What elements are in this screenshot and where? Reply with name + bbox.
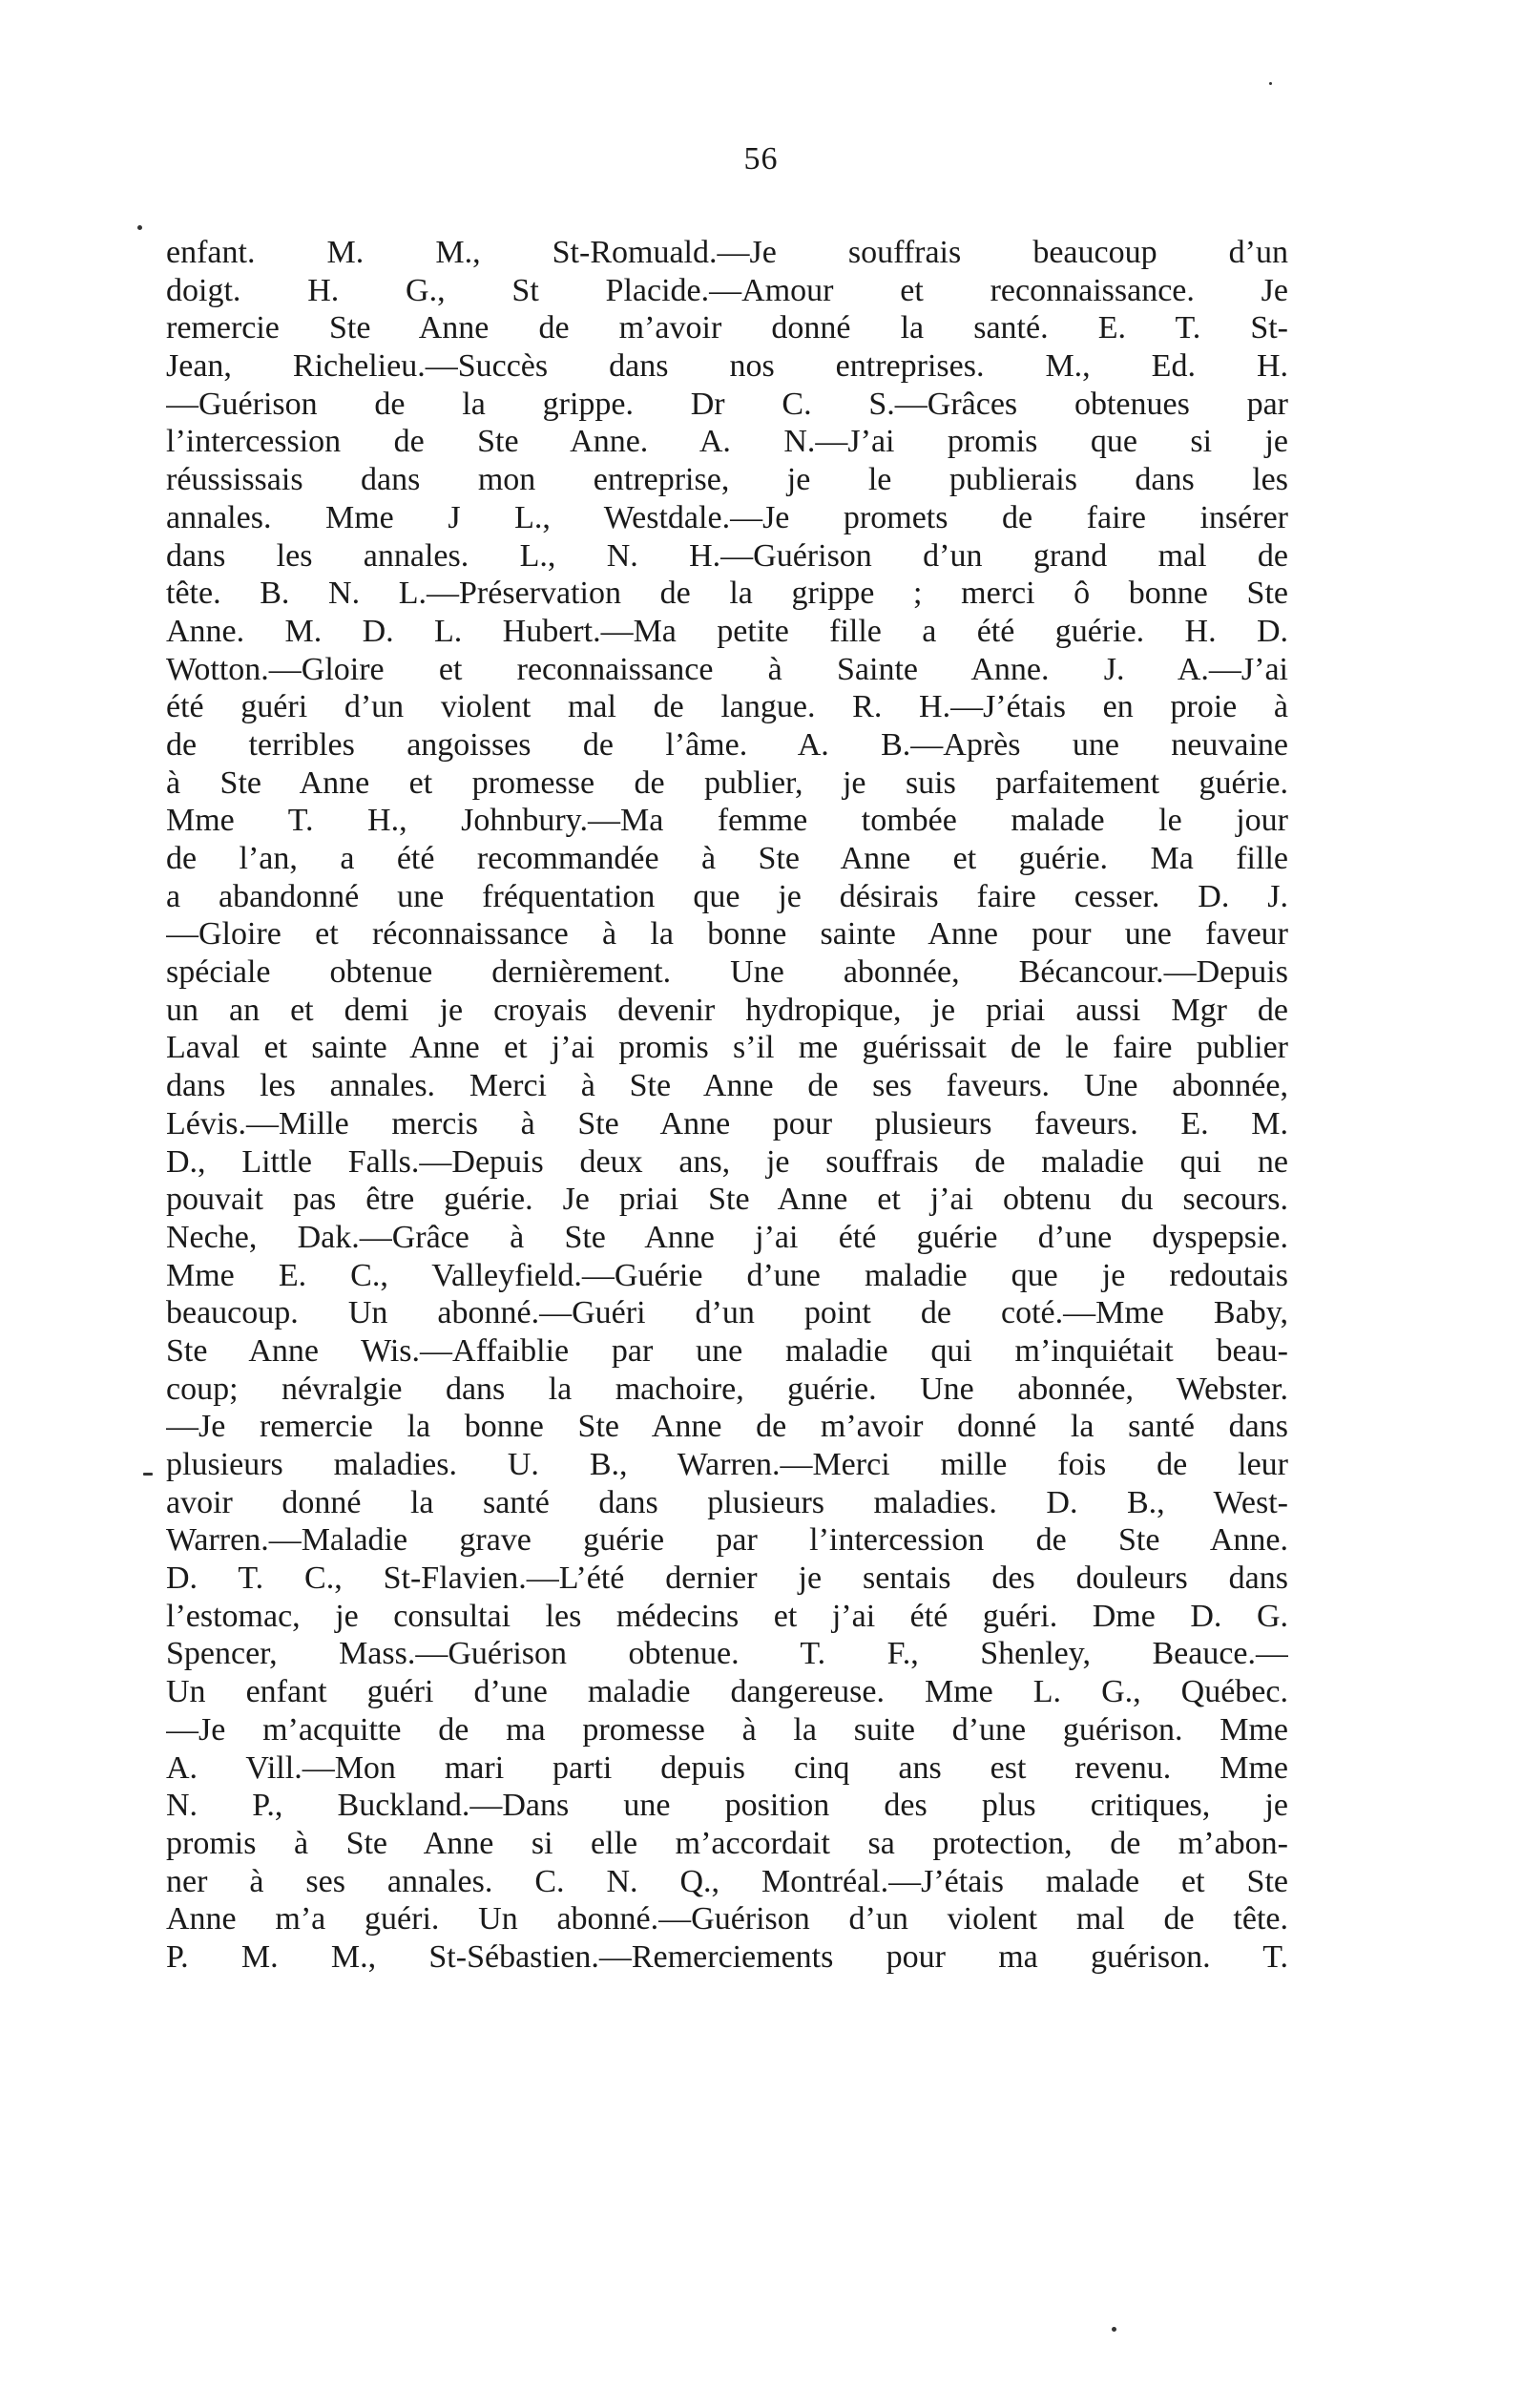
text-line: annales. Mme J L., Westdale.—Je promets de faire insérer: [166, 499, 1288, 535]
print-speck: [1112, 2327, 1116, 2332]
text-line: D. T. C., St-Flavien.—L’été dernier je sentais des douleurs dans: [166, 1560, 1288, 1597]
text-line: P. M. M., St-Sébastien.—Remerciements pour ma guérison. T.: [166, 1938, 1288, 1975]
text-line: l’intercession de Ste Anne. A. N.—J’ai promis que si je: [166, 424, 1288, 460]
text-line: Ste Anne Wis.—Affaiblie par une maladie qui m’inquiétait beau-: [166, 1332, 1288, 1369]
text-line: ner à ses annales. C. N. Q., Montréal.—J’étais malade et Ste: [166, 1863, 1288, 1899]
print-speck: [143, 1473, 153, 1476]
text-line: réussissais dans mon entreprise, je le publierais dans les: [166, 462, 1288, 498]
text-line: promis à Ste Anne si elle m’accordait sa protection, de m’abon-: [166, 1825, 1288, 1861]
text-line: tête. B. N. L.—Préservation de la grippe ; merci ô bonne Ste: [166, 576, 1288, 612]
text-line: spéciale obtenue dernièrement. Une abonnée, Bécancour.—Depuis: [166, 954, 1288, 991]
text-line: de l’an, a été recommandée à Ste Anne et guérie. Ma fille: [166, 841, 1288, 876]
text-line: été guéri d’un violent mal de langue. R. H.—J’étais en proie à: [166, 689, 1288, 725]
text-line: Warren.—Maladie grave guérie par l’intercession de Ste Anne.: [166, 1522, 1288, 1559]
text-line: A. Vill.—Mon mari parti depuis cinq ans est revenu. Mme: [166, 1749, 1288, 1786]
text-line: dans les annales. L., N. H.—Guérison d’un grand mal de: [166, 537, 1288, 574]
text-line: Un enfant guéri d’une maladie dangereuse. Mme L. G., Québec.: [166, 1674, 1288, 1710]
text-line: —Je m’acquitte de ma promesse à la suite d’une guérison. Mme: [166, 1711, 1288, 1748]
text-line: avoir donné la santé dans plusieurs maladies. D. B., West-: [166, 1484, 1288, 1520]
page-body-text: [166, 234, 1288, 1977]
text-line: un an et demi je croyais devenir hydropique, je priai aussi Mgr de: [166, 992, 1288, 1028]
text-line: —Je remercie la bonne Ste Anne de m’avoir donné la santé dans: [166, 1409, 1288, 1445]
text-line: pouvait pas être guérie. Je priai Ste Anne et j’ai obtenu du secours.: [166, 1182, 1288, 1218]
text-line: doigt. H. G., St Placide.—Amour et reconnaissance. Je: [166, 272, 1288, 308]
print-speck: [1269, 82, 1272, 85]
text-line: N. P., Buckland.—Dans une position des plus critiques, je: [166, 1788, 1288, 1824]
text-line: a abandonné une fréquentation que je désirais faire cesser. D. J.: [166, 878, 1288, 914]
text-line: remercie Ste Anne de m’avoir donné la santé. E. T. St-: [166, 310, 1288, 346]
text-line: dans les annales. Merci à Ste Anne de ses faveurs. Une abonnée,: [166, 1068, 1288, 1104]
text-line: Lévis.—Mille mercis à Ste Anne pour plusieurs faveurs. E. M.: [166, 1105, 1288, 1141]
text-line: l’estomac, je consultai les médecins et j’ai été guéri. Dme D. G.: [166, 1598, 1288, 1634]
text-line: enfant. M. M., St-Romuald.—Je souffrais beaucoup d’un: [166, 235, 1288, 270]
text-line: à Ste Anne et promesse de publier, je suis parfaitement guérie.: [166, 764, 1288, 801]
text-line: Neche, Dak.—Grâce à Ste Anne j’ai été guérie d’une dyspepsie.: [166, 1219, 1288, 1255]
text-line: —Guérison de la grippe. Dr C. S.—Grâces obtenues par: [166, 386, 1288, 422]
text-line: Jean, Richelieu.—Succès dans nos entreprises. M., Ed. H.: [166, 348, 1288, 385]
text-line: plusieurs maladies. U. B., Warren.—Merci mille fois de leur: [166, 1447, 1288, 1482]
page-number: 56: [743, 141, 779, 177]
text-line: —Gloire et réconnaissance à la bonne sainte Anne pour une faveur: [166, 916, 1288, 953]
text-line: D., Little Falls.—Depuis deux ans, je souffrais de maladie qui ne: [166, 1143, 1288, 1180]
print-speck: [137, 225, 142, 230]
text-line: beaucoup. Un abonné.—Guéri d’un point de coté.—Mme Baby,: [166, 1295, 1288, 1331]
text-line: de terribles angoisses de l’âme. A. B.—Après une neuvaine: [166, 726, 1288, 763]
text-line: Laval et sainte Anne et j’ai promis s’il me guérissait de le faire publier: [166, 1030, 1288, 1066]
text-line: Spencer, Mass.—Guérison obtenue. T. F., Shenley, Beauce.—: [166, 1636, 1288, 1672]
text-line: coup; névralgie dans la machoire, guérie. Une abonnée, Webster.: [166, 1371, 1288, 1407]
text-line: Mme E. C., Valleyfield.—Guérie d’une maladie que je redoutais: [166, 1257, 1288, 1293]
text-line: Anne m’a guéri. Un abonné.—Guérison d’un violent mal de tête.: [166, 1901, 1288, 1937]
text-line: Mme T. H., Johnbury.—Ma femme tombée malade le jour: [166, 803, 1288, 839]
text-line: Wotton.—Gloire et reconnaissance à Sainte Anne. J. A.—J’ai: [166, 651, 1288, 687]
text-line: Anne. M. D. L. Hubert.—Ma petite fille a été guérie. H. D.: [166, 613, 1288, 649]
